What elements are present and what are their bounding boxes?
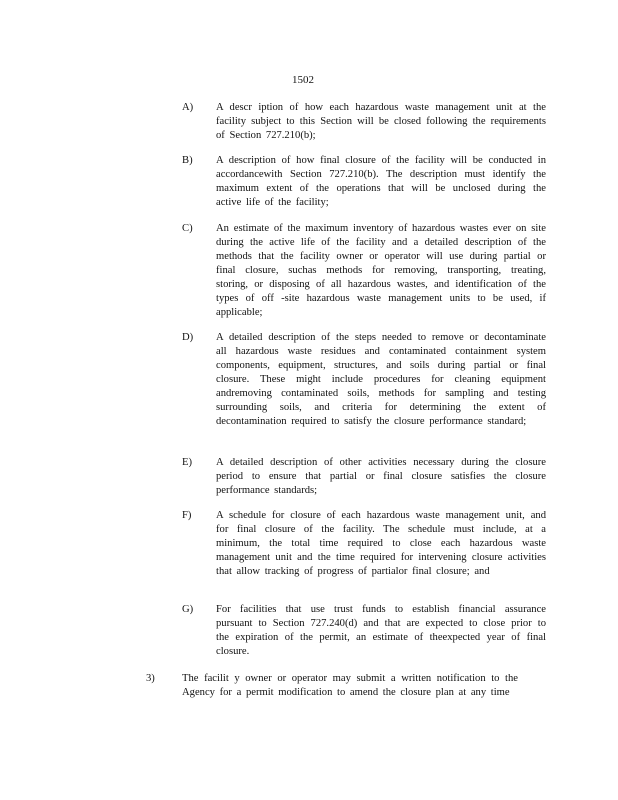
- item-label: D): [182, 332, 194, 343]
- item-label: F): [182, 510, 192, 521]
- item-label: E): [182, 457, 192, 468]
- item-text: A descr iption of how each hazardous waste management unit at the facility subject to this Section will be closed following the requirements of Section 727.210(b);: [216, 102, 546, 141]
- item-text: A detailed description of the steps needed to remove or decontaminate all hazardous waste residues and contaminated containment system components, equipment, structures, and soils during partial or final closure. These might include procedures for cleaning equipment andremoving contaminated soils, methods for sampling and testing surrounding soils, and criteria for determining the extent of decontamination required to satisfy the closure performance standard;: [216, 332, 546, 427]
- item-text: A detailed description of other activities necessary during the closure period to ensure that partial or final closure satisfies the closure performance standards;: [216, 457, 546, 496]
- item-text: An estimate of the maximum inventory of hazardous wastes ever on site during the active life of the facility and a detailed description of the methods that the facility owner or operator will use during partial or final closure, suchas methods for removing, transporting, treating, storing, or disposing of all hazardous wastes, and identification of the types of off -site hazardous waste management units to be used, if applicable;: [216, 223, 546, 318]
- item-text: A description of how final closure of the facility will be conducted in accordancewith Section 727.210(b). The description must identify the maximum extent of the operations that will be unclosed during the active life of the facility;: [216, 155, 546, 208]
- item-label: B): [182, 155, 193, 166]
- item-label: C): [182, 223, 193, 234]
- item-text: The facilit y owner or operator may submit a written notification to the Agency for a permit modification to amend the closure plan at any time: [182, 673, 518, 698]
- item-text: For facilities that use trust funds to establish financial assurance pursuant to Section 727.240(d) and that are expected to close prior to the expiration of the permit, an estimate of theexpected year of final closure.: [216, 604, 546, 657]
- page-number: 1502: [292, 74, 314, 86]
- item-label: 3): [146, 673, 155, 684]
- item-label: G): [182, 604, 194, 615]
- item-text: A schedule for closure of each hazardous waste management unit, and for final closure of the facility. The schedule must include, at a minimum, the total time required to close each hazardous waste management unit and the time required for intervening closure activities that allow tracking of progress of partialor final closure; and: [216, 510, 546, 577]
- item-label: A): [182, 102, 194, 113]
